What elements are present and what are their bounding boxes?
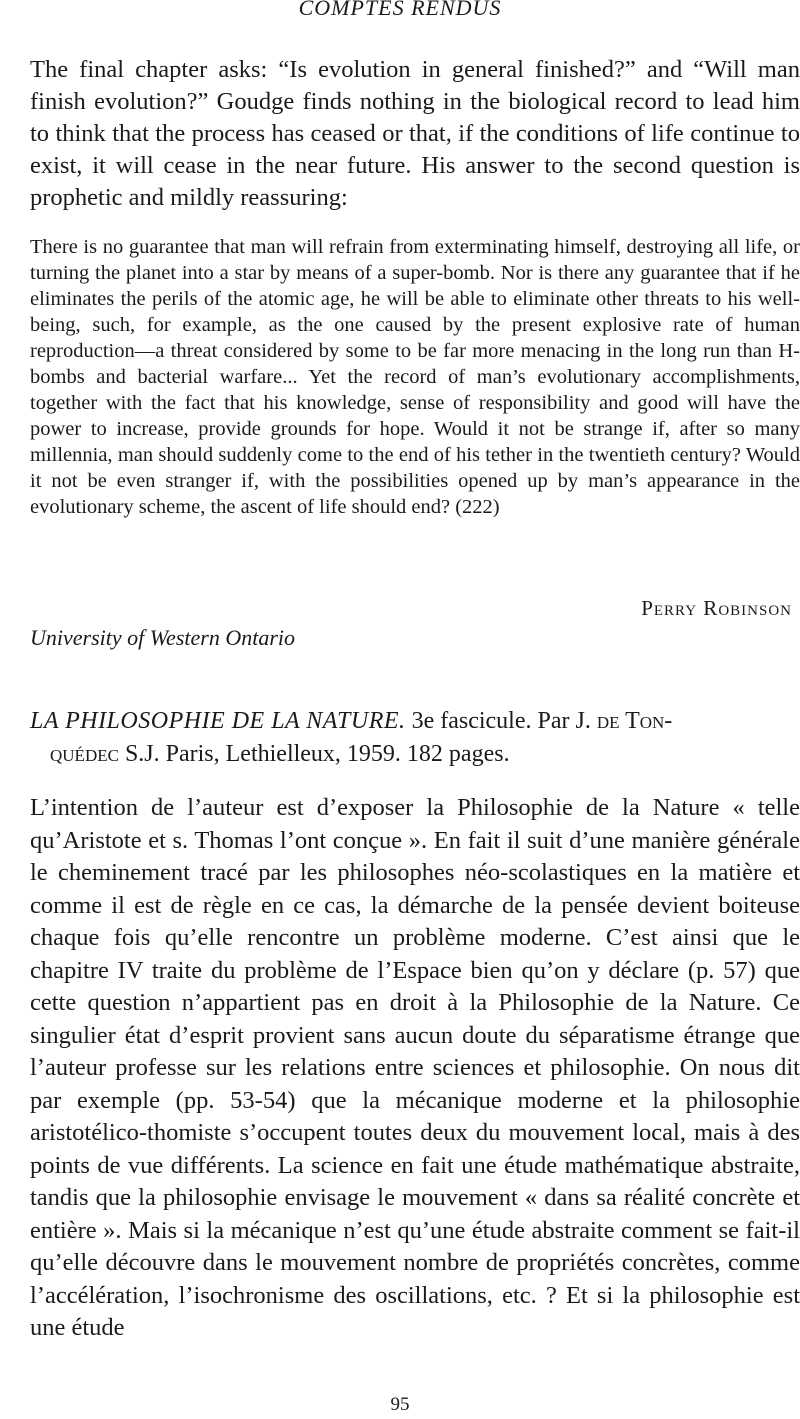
author-name-part1: Ton- (619, 708, 673, 734)
author-particle: de (596, 708, 620, 734)
review-heading (30, 705, 800, 771)
book-title: LA PHILOSOPHIE DE LA NATURE. (30, 708, 406, 734)
block-quotation: There is no guarantee that man will refrain from exterminating himself, destroying all life, or turning the planet into a star by means of a super-bomb. Nor is there any guarantee that if he eliminates the perils of the atomic age, he will be able to eliminate other threats to his well-being, such, for example, as the one caused by the present explosive rate of human reproduction—a threat considered by some to be far more menacing in the long run than H-bombs and bacterial warfare... Yet the record of man’s evolutionary accomplishments, together with the fact that his knowledge, sense of responsibility and good will have the power to increase, provide grounds for hope. Would it not be strange if, after so many millennia, man should suddenly come to the end of his tether in the twentieth century? Would it not be even stranger if, with the possibilities opened up by man’s appearance in the evolutionary scheme, the ascent of life should end? (222) (30, 236, 800, 518)
book-details-part1: 3e fascicule. Par J. (405, 708, 597, 734)
book-details-part2: S.J. Paris, Lethielleux, 1959. 182 pages. (118, 741, 510, 767)
reviewer-affiliation: University of Western Ontario (30, 625, 295, 650)
review-body-paragraph: L’intention de l’auteur est d’exposer la Philosophie de la Nature « telle qu’Aristote et s. Thomas l’ont conçue ». En fait il suit d’une manière générale le cheminement tracé par les philosophes néo-scolastiques en la matière et comme il est de règle en ce cas, la démarche de la pensée devient boiteuse chaque fois qu’elle rencontre un problème moderne. C’est ainsi que le chapitre IV traite du problème de l’Espace bien qu’on y déclare (p. 57) que cette question n’appartient pas en droit à la Philosophie de la Nature. Ce singulier état d’esprit provient sans aucun doute du séparatisme étrange que l’auteur professe sur les relations entre sciences et philosophie. On nous dit par exemple (pp. 53-54) que la mécanique moderne et la philosophie aristotélico-thomiste s’occupent toutes deux du mouvement local, mais à des points de vue différents. La science en fait une étude mathématique abstraite, tandis que la philosophie envisage le mouvement « dans sa réalité concrète et entière ». Mais si la mécanique n’est qu’une étude abstraite comment se fait-il qu’elle découvre dans le mouvement nombre de propriétés concrètes, comme l’accélération, l’isochronisme des oscillations, etc. ? Et si la philosophie est une étude (30, 794, 800, 1341)
running-head: COMPTES RENDUS (298, 0, 502, 20)
page-number: 95 (390, 1394, 410, 1415)
author-name-part2: quédec (50, 741, 119, 767)
reviewer-name: Perry Robinson (641, 596, 792, 620)
final-chapter-paragraph: The final chapter asks: “Is evolution in general finished?” and “Will man finish evolution?” Goudge finds nothing in the biological record to lead him to think that the process has ceased or that, if the conditions of life continue to exist, it will cease in the near future. His answer to the second question is prophetic and mildly reassuring: (30, 56, 800, 211)
